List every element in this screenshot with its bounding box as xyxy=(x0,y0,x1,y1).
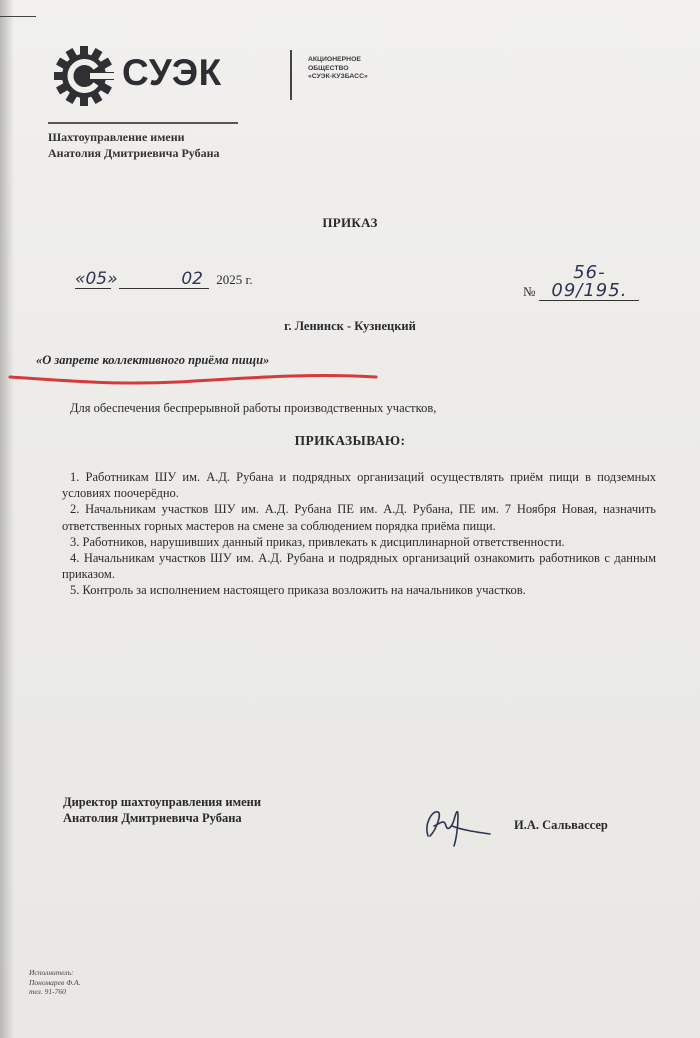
corner-mark xyxy=(0,16,36,17)
order-item: 1. Работникам ШУ им. А.Д. Рубана и подрядных организаций осуществлять приём пищи в подземных условиях поочерёдно. xyxy=(62,470,656,501)
handwritten-signature xyxy=(418,796,498,852)
date-day: «05» xyxy=(75,269,118,289)
number-prefix: № xyxy=(523,284,536,299)
order-date xyxy=(75,270,253,289)
director-line: Анатолия Дмитриевича Рубана xyxy=(63,811,242,825)
executor-info xyxy=(29,968,80,997)
brand-name: СУЭК xyxy=(122,52,222,93)
intro-text: Для обеспечения беспрерывной работы производственных участков, xyxy=(70,401,437,415)
division-line: Анатолия Дмитриевича Рубана xyxy=(48,146,220,160)
legal-line: «СУЭК-КУЗБАСС» xyxy=(308,73,368,80)
date-year: 2025 г. xyxy=(216,272,253,287)
legal-entity xyxy=(308,56,408,82)
order-verb: ПРИКАЗЫВАЮ: xyxy=(294,433,406,448)
header-rule xyxy=(48,122,238,124)
document-title: ПРИКАЗ xyxy=(322,215,378,230)
order-item: 4. Начальникам участков ШУ им. А.Д. Рубана и подрядных организаций ознакомить работников с данным приказом. xyxy=(62,551,656,582)
order-item: 3. Работников, нарушивших данный приказ, привлекать к дисциплинарной ответственности. xyxy=(70,534,565,549)
logo-divider xyxy=(290,50,292,100)
order-number xyxy=(523,264,639,301)
order-item: 5. Контроль за исполнением настоящего приказа возложить на начальников участков. xyxy=(70,583,526,598)
legal-line: АКЦИОНЕРНОЕ xyxy=(308,56,361,63)
number-value: 56-09/195. xyxy=(539,264,639,301)
division-line: Шахтоуправление имени xyxy=(48,130,185,144)
page-edge-shadow xyxy=(0,0,14,1038)
date-month: 02 xyxy=(119,270,209,289)
order-subject: «О запрете коллективного приёма пищи» xyxy=(36,353,270,367)
division-name xyxy=(48,129,220,161)
gear-logo-icon xyxy=(52,46,120,106)
city: г. Ленинск - Кузнецкий xyxy=(284,319,416,333)
executor-label: Исполнитель: xyxy=(29,968,74,977)
company-logo xyxy=(52,46,368,106)
director-line: Директор шахтоуправления имени xyxy=(63,795,262,809)
order-items xyxy=(62,469,656,599)
legal-line: ОБЩЕСТВО xyxy=(308,64,349,72)
executor-phone: тел. 91-760 xyxy=(29,987,66,996)
order-item: 2. Начальникам участков ШУ им. А.Д. Рубана ПЕ им. А.Д. Рубана, ПЕ им. 7 Ноября Новая, назначить ответственных горных мастеров на смене за соблюдением порядка приёма пищи. xyxy=(62,502,656,533)
executor-name: Пономарев Ф.А. xyxy=(29,977,81,987)
director-title xyxy=(63,794,261,826)
red-underline-marker xyxy=(8,363,378,393)
signer-name: И.А. Сальвассер xyxy=(514,818,608,832)
